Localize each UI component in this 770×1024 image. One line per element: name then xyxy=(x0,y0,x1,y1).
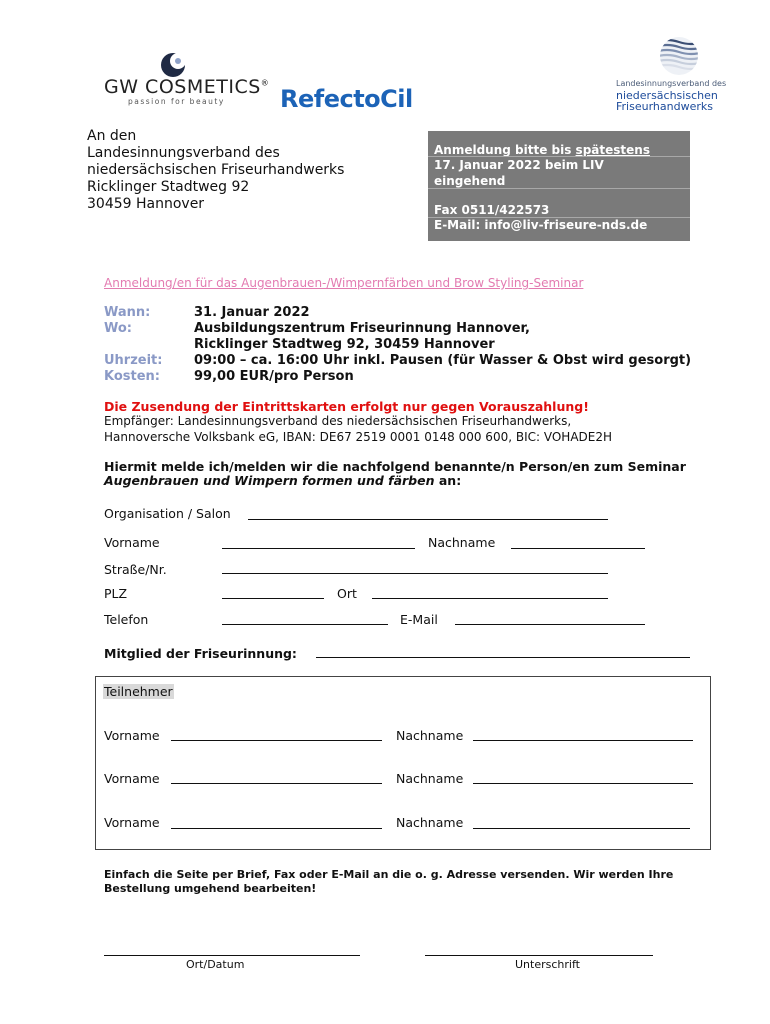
deadline-notice-box xyxy=(428,131,690,241)
participant-vorname-label: Vorname xyxy=(104,771,160,786)
mitglied-label: Mitglied der Friseurinnung: xyxy=(104,646,297,661)
payment-recipient: Empfänger: Landesinnungsverband des niedersächsischen Friseurhandwerks, xyxy=(104,414,572,428)
intro-line2: Augenbrauen und Wimpern formen und färben an: xyxy=(104,473,462,488)
address-line: 30459 Hannover xyxy=(87,196,205,212)
refectocil-logo: RefectoCil xyxy=(280,85,413,113)
seminar-title: Anmeldung/en für das Augenbrauen-/Wimpernfärben und Brow Styling-Seminar xyxy=(104,276,584,290)
participant-vorname-label: Vorname xyxy=(104,815,160,830)
wann-value: 31. Januar 2022 xyxy=(194,305,310,320)
participant-vorname-field[interactable] xyxy=(171,740,382,741)
ort-label: Ort xyxy=(337,586,357,601)
liv-logo-line1: Landesinnungsverband des xyxy=(616,79,727,88)
organisation-field[interactable] xyxy=(248,519,608,520)
telefon-label: Telefon xyxy=(104,612,149,627)
unterschrift-label: Unterschrift xyxy=(515,958,580,971)
address-line: Ricklinger Stadtweg 92 xyxy=(87,179,250,195)
wo-value-line2: Ricklinger Stadtweg 92, 30459 Hannover xyxy=(194,337,495,352)
wo-value-line1: Ausbildungszentrum Friseurinnung Hannover, xyxy=(194,321,530,336)
prepayment-warning: Die Zusendung der Eintrittskarten erfolgt nur gegen Vorauszahlung! xyxy=(104,399,589,414)
unterschrift-signature-line[interactable] xyxy=(425,955,653,956)
uhrzeit-label: Uhrzeit: xyxy=(104,353,163,368)
payment-bank: Hannoversche Volksbank eG, IBAN: DE67 2519 0001 0148 000 600, BIC: VOHADE2H xyxy=(104,430,613,444)
liv-logo-line2: niedersächsischen xyxy=(616,89,718,102)
notice-line1: Anmeldung bitte bis xyxy=(434,143,576,157)
gw-cosmetics-tagline: passion for beauty xyxy=(128,97,225,106)
participant-nachname-field[interactable] xyxy=(473,828,690,829)
nachname-label: Nachname xyxy=(428,535,496,550)
notice-fax: Fax 0511/422573 xyxy=(434,203,550,217)
participant-nachname-label: Nachname xyxy=(396,815,464,830)
intro-line1: Hiermit melde ich/melden wir die nachfolgend benannte/n Person/en zum Seminar xyxy=(104,459,686,474)
strasse-field[interactable] xyxy=(222,573,608,574)
gw-cosmetics-logo-mark xyxy=(160,52,186,78)
address-line: An den xyxy=(87,128,137,144)
email-field[interactable] xyxy=(455,624,645,625)
notice-emphasis: spätestens xyxy=(575,143,650,157)
ort-field[interactable] xyxy=(372,598,608,599)
kosten-value: 99,00 EUR/pro Person xyxy=(194,369,354,384)
liv-logo-mark xyxy=(655,36,703,76)
kosten-label: Kosten: xyxy=(104,369,160,384)
strasse-label: Straße/Nr. xyxy=(104,562,167,577)
mitglied-field[interactable] xyxy=(316,657,690,658)
telefon-field[interactable] xyxy=(222,624,388,625)
participant-nachname-label: Nachname xyxy=(396,771,464,786)
ort-datum-label: Ort/Datum xyxy=(186,958,245,971)
vorname-label: Vorname xyxy=(104,535,160,550)
participant-nachname-label: Nachname xyxy=(396,728,464,743)
plz-field[interactable] xyxy=(222,598,324,599)
address-line: Landesinnungsverband des xyxy=(87,145,280,161)
footer-note-line2: Bestellung umgehend bearbeiten! xyxy=(104,882,317,895)
liv-logo-line3: Friseurhandwerks xyxy=(616,100,713,113)
footer-note-line1: Einfach die Seite per Brief, Fax oder E-Mail an die o. g. Adresse versenden. Wir werden Ihre xyxy=(104,868,674,881)
participant-nachname-field[interactable] xyxy=(473,740,693,741)
organisation-label: Organisation / Salon xyxy=(104,506,231,521)
notice-line2: 17. Januar 2022 beim LIV xyxy=(434,158,604,172)
participant-vorname-label: Vorname xyxy=(104,728,160,743)
participant-nachname-field[interactable] xyxy=(473,783,693,784)
wo-label: Wo: xyxy=(104,321,133,336)
notice-line3: eingehend xyxy=(434,174,506,188)
gw-cosmetics-logo-text: GW COSMETICS® xyxy=(104,76,270,98)
email-label: E-Mail xyxy=(400,612,438,627)
nachname-field[interactable] xyxy=(511,548,645,549)
vorname-field[interactable] xyxy=(222,548,415,549)
ort-datum-signature-line[interactable] xyxy=(104,955,360,956)
wann-label: Wann: xyxy=(104,305,151,320)
uhrzeit-value: 09:00 – ca. 16:00 Uhr inkl. Pausen (für Wasser & Obst wird gesorgt) xyxy=(194,353,692,368)
plz-label: PLZ xyxy=(104,586,128,601)
notice-email[interactable]: E-Mail: info@liv-friseure-nds.de xyxy=(434,218,648,232)
address-line: niedersächsischen Friseurhandwerks xyxy=(87,162,345,178)
participant-vorname-field[interactable] xyxy=(171,828,382,829)
participant-vorname-field[interactable] xyxy=(171,783,382,784)
participants-title: Teilnehmer xyxy=(104,684,173,699)
